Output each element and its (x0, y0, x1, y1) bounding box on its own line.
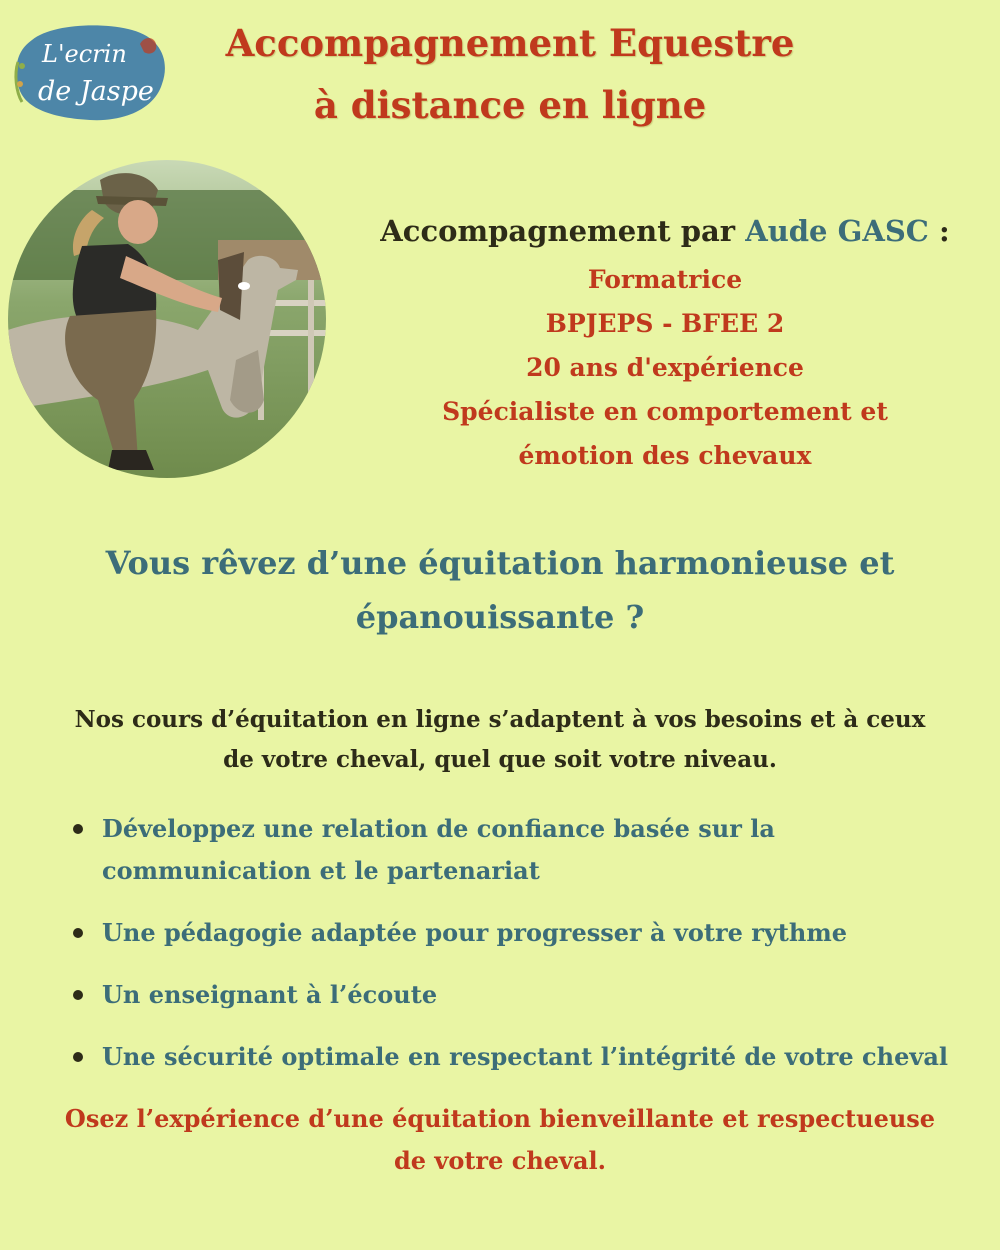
brand-logo (12, 22, 168, 124)
rider-photo (8, 160, 326, 478)
coach-credential: Formatrice (587, 265, 743, 294)
benefits-list (70, 808, 970, 1098)
intro-paragraph (50, 700, 950, 780)
closing-line-1: Osez l’expérience d’une équitation bienveillante et respectueuse (64, 1104, 936, 1133)
logo-line-2: de Jaspe (38, 76, 154, 107)
list-item-line-1: Une pédagogie adaptée pour progresser à votre rythme (102, 918, 848, 947)
coach-heading (340, 206, 990, 256)
title-line-1: Accompagnement Equestre (225, 21, 795, 65)
list-item (70, 1036, 970, 1078)
list-item-line-1: Un enseignant à l’écoute (102, 980, 438, 1009)
coach-credential: émotion des chevaux (518, 441, 812, 470)
coach-name: Aude GASC (745, 214, 929, 248)
logo-line-1: L'ecrin (42, 40, 127, 68)
question-line-1: Vous rêvez d’une équitation harmonieuse et (105, 544, 895, 582)
list-item-line-1: Une sécurité optimale en respectant l’intégrité de votre cheval (102, 1042, 948, 1071)
coach-info (340, 206, 990, 478)
list-item (70, 808, 970, 892)
bullet-dot-icon (73, 824, 83, 834)
list-item-line-1: Développez une relation de confiance basée sur la (102, 814, 775, 843)
question-heading (40, 536, 960, 644)
coach-suffix: : (928, 214, 950, 248)
intro-line-1: Nos cours d’équitation en ligne s’adaptent à vos besoins et à ceux (74, 706, 926, 733)
list-item (70, 912, 970, 954)
coach-credential: BPJEPS - BFEE 2 (545, 309, 785, 338)
bullet-dot-icon (73, 928, 83, 938)
title-line-2: à distance en ligne (313, 83, 707, 127)
coach-credentials (340, 258, 990, 478)
question-line-2: épanouissante ? (355, 598, 645, 636)
coach-prefix: Accompagnement par (380, 214, 746, 248)
page-title (160, 20, 860, 128)
bullet-dot-icon (73, 1052, 83, 1062)
coach-credential: 20 ans d'expérience (526, 353, 804, 382)
closing-line-2: de votre cheval. (393, 1146, 606, 1175)
intro-line-2: de votre cheval, quel que soit votre niveau. (223, 746, 777, 773)
list-item (70, 974, 970, 1016)
list-item-line-2: communication et le partenariat (102, 856, 540, 885)
rider-with-horse-icon (8, 160, 326, 478)
bullet-dot-icon (73, 990, 83, 1000)
coach-credential: Spécialiste en comportement et (442, 397, 888, 426)
closing-statement (40, 1098, 960, 1182)
